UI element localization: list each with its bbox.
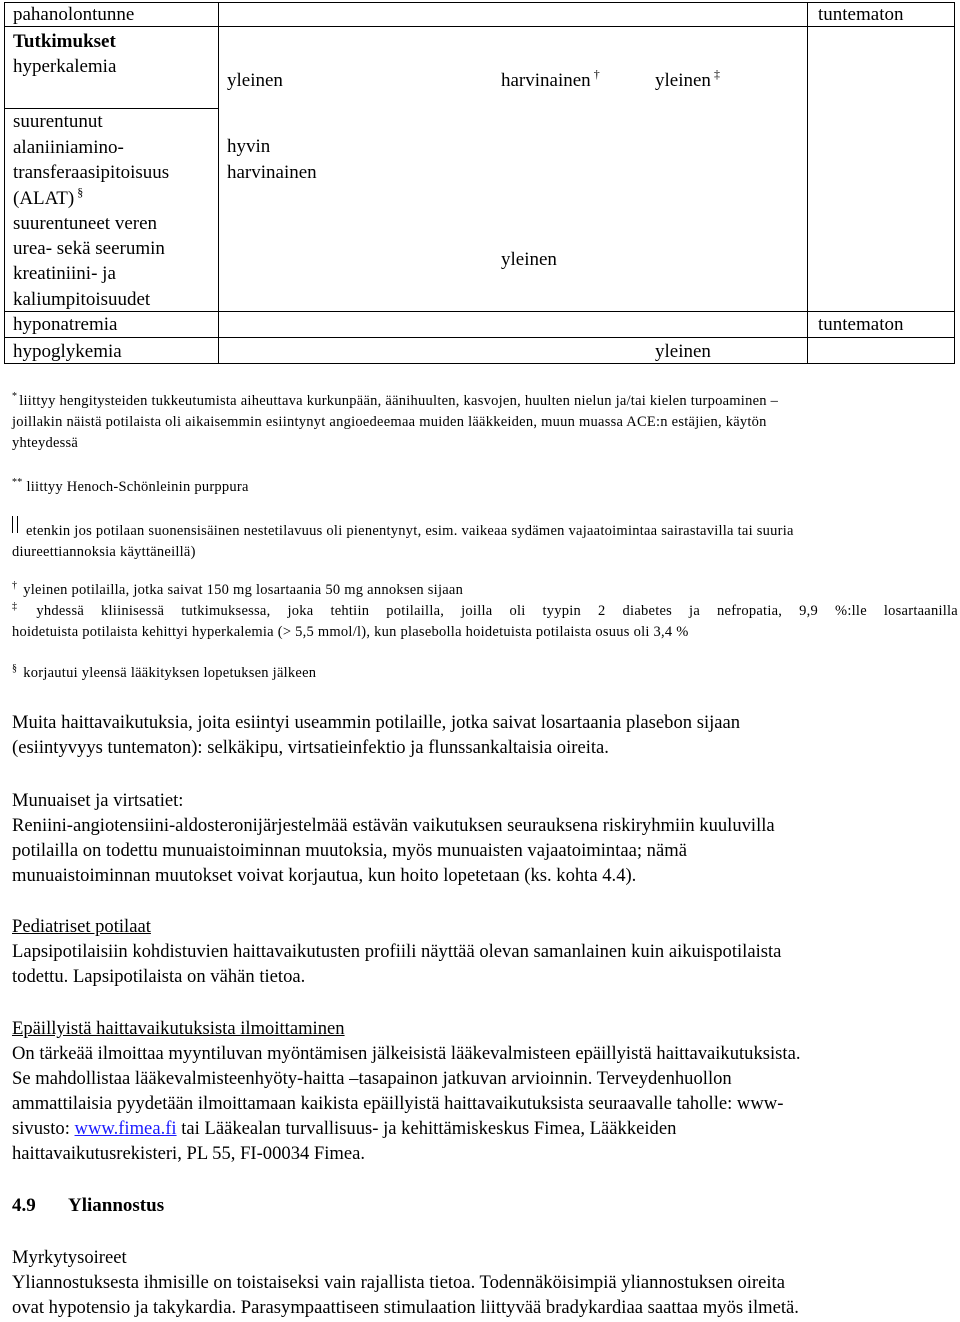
double-dagger-mark: ‡ bbox=[713, 67, 720, 81]
footnote-purpura: ** liittyy Henoch-Schönleinin purppura bbox=[12, 477, 249, 495]
table-cell-frequency: yleinen ‡ bbox=[655, 67, 720, 91]
fimea-link[interactable]: www.fimea.fi bbox=[74, 1118, 177, 1139]
table-section-heading: Tutkimukset bbox=[13, 31, 116, 52]
row-divider bbox=[5, 26, 954, 27]
table-cell-label: hypoglykemia bbox=[13, 341, 122, 362]
reporting-section: Epäillyistä haittavaikutuksista ilmoittaminen On tärkeää ilmoittaa myyntiluvan myöntämisen jälkeisistä lääkevalmisteen epäillyistä haittavaikutuksista. Se mahdollistaa lääkevalmisteenhyöty-haitta –tasapainon jatkuvan arvioinnin. Terveydenhuollon ammattilaisia pyydetään ilmoittamaan kaikista epäillyistä haittavaikutuksista seuraavalle taholle: www- sivusto: www.fimea.fi tai Lääkealan turvallisuus- ja kehittämiskeskus Fimea, Lääkkeiden haittavaikutusrekisteri, PL 55, FI-00034 Fimea. bbox=[12, 1016, 958, 1166]
kidney-section: Munuaiset ja virtsatiet: Reniini-angiotensiini-aldosteronijärjestelmää estävän vaikutuksen seurauksena riskiryhmiin kuuluvilla potilailla on todettu munuaistoiminnan muutoksia, myös munuaisten vajaatoimintaa; nämä munuaistoiminnan muutokset voivat korjautua, kun hoito lopetetaan (ks. kohta 4.4). bbox=[12, 788, 958, 888]
dagger-mark: † bbox=[593, 67, 600, 81]
table-cell-frequency: harvinainen † bbox=[501, 67, 600, 91]
table-cell-label: suurentuneet veren urea- sekä seerumin kreatiniini- ja kaliumpitoisuudet bbox=[13, 213, 165, 310]
symptoms-section: Myrkytysoireet Yliannostuksesta ihmisille on toistaiseksi vain rajallista tietoa. Todennäköisimpiä yliannostuksen oireita ovat hypotensio ja takykardia. Parasympaattiseen stimulaation liittyvää bradykardiaa saattaa myös ilmetä. bbox=[12, 1245, 958, 1320]
row-divider bbox=[5, 337, 954, 338]
other-adverse-effects-paragraph: Muita haittavaikutuksia, joita esiintyi useammin potilaille, jotka saivat losartaania plasebon sijaan (esiintyvyys tuntematon): selkäkipu, virtsatieinfektio ja flunssankaltaisia oireita. bbox=[12, 712, 741, 758]
section-number: 4.9 bbox=[12, 1195, 36, 1216]
reporting-heading: Epäillyistä haittavaikutuksista ilmoittaminen bbox=[12, 1018, 345, 1039]
kidney-heading: Munuaiset ja virtsatiet: bbox=[12, 790, 184, 811]
footnote-dagger: † yleinen potilailla, jotka saivat 150 mg losartaania 50 mg annoksen sijaan bbox=[12, 580, 464, 598]
symptoms-heading: Myrkytysoireet bbox=[12, 1247, 127, 1268]
section-title: Yliannostus bbox=[68, 1195, 165, 1216]
pediatric-section: Pediatriset potilaat Lapsipotilaisiin kohdistuvien haittavaikutusten profiili näyttää olevan samanlainen kuin aikuispotilaista todettu. Lapsipotilaista on vähän tietoa. bbox=[12, 914, 958, 989]
table-cell-label: suurentunut alaniiniamino- transferaasipitoisuus (ALAT) § bbox=[13, 111, 170, 209]
column-divider bbox=[807, 3, 808, 363]
table-cell-label: hyperkalemia bbox=[13, 56, 117, 77]
footnote-angioedema: * liittyy hengitysteiden tukkeutumista aiheuttava kurkunpään, äänihuulten, kasvojen, huulten nielun ja/tai kielen turpoaminen – joillakin näistä potilaista oli aikaisemmin esiintynyt angioedeemaa muiden lääkkeiden, muun muassa ACE:n estäjien, käytön yhteydessä bbox=[12, 391, 779, 451]
table-cell-label: hyponatremia bbox=[13, 314, 118, 335]
footnote-double-dagger: ‡ yhdessä kliinisessä tutkimuksessa, joka tehtiin potilailla, joilla oli tyypin 2 diabetes ja nefropatia, 9,9 %:lle losartaanilla hoidetuista potilaista kehittyi hyperkalemia (> 5,5 mmol/l), kun plasebolla hoidetuista potilaista osuus oli 3,4 % bbox=[12, 601, 958, 640]
table-cell-frequency: tuntematon bbox=[818, 4, 904, 25]
adverse-effects-table bbox=[4, 2, 955, 364]
table-cell-label: pahanolontunne bbox=[13, 4, 135, 25]
table-cell-frequency: yleinen bbox=[501, 249, 557, 270]
section-heading-overdose bbox=[12, 1193, 164, 1218]
double-bar-mark bbox=[12, 516, 18, 533]
table-cell-frequency: yleinen bbox=[655, 341, 711, 362]
column-divider bbox=[218, 3, 219, 363]
footnote-section: § korjautui yleensä lääkityksen lopetuksen jälkeen bbox=[12, 663, 317, 681]
pediatric-heading: Pediatriset potilaat bbox=[12, 916, 151, 937]
table-cell-frequency: tuntematon bbox=[818, 314, 904, 335]
section-mark: § bbox=[77, 184, 84, 199]
table-cell-frequency: hyvin harvinainen bbox=[227, 136, 317, 183]
footnote-volume: etenkin jos potilaan suonensisäinen nestetilavuus oli pienentynyt, esim. vaikeaa sydämen vajaatoimintaa sairastavilla tai suuria diureettiannoksia käyttäneillä) bbox=[12, 516, 958, 563]
table-cell-frequency: yleinen bbox=[227, 70, 283, 91]
